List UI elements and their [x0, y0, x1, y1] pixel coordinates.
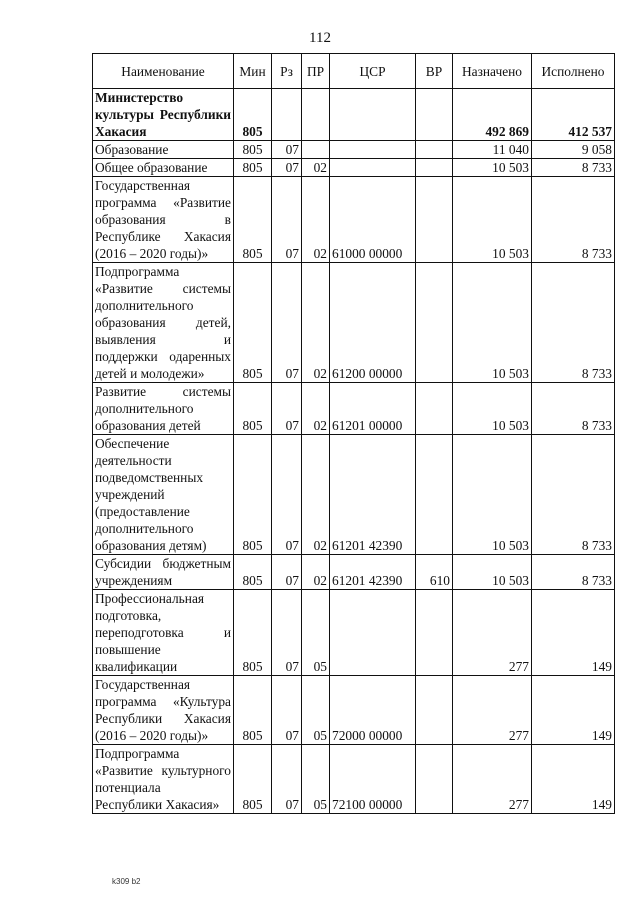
row-executed: 8 733 — [532, 383, 615, 435]
row-assigned: 10 503 — [453, 435, 532, 555]
row-csr — [330, 141, 416, 159]
row-min: 805 — [234, 590, 272, 676]
footer-code: k309 b2 — [112, 877, 141, 886]
table-row — [93, 89, 615, 141]
row-assigned: 10 503 — [453, 263, 532, 383]
header-rz: Рз — [272, 54, 302, 89]
table-row — [93, 177, 615, 263]
header-executed: Исполнено — [532, 54, 615, 89]
row-vr — [416, 435, 453, 555]
row-name: Подпрограмма «Развитие культурного потенциала Республики Хакасия» — [93, 745, 234, 814]
table-row — [93, 555, 615, 590]
table-row — [93, 435, 615, 555]
row-executed: 8 733 — [532, 177, 615, 263]
table-header-row — [93, 54, 615, 89]
table-row — [93, 141, 615, 159]
row-min: 805 — [234, 435, 272, 555]
row-name: Государственная программа «Развитие образования в Республике Хакасия (2016 – 2020 годы)» — [93, 177, 234, 263]
row-vr — [416, 676, 453, 745]
row-name: Субсидии бюджетным учреждениям — [93, 555, 234, 590]
row-pr: 05 — [302, 745, 330, 814]
row-executed: 9 058 — [532, 141, 615, 159]
row-name: Образование — [93, 141, 234, 159]
row-assigned: 10 503 — [453, 159, 532, 177]
row-vr — [416, 590, 453, 676]
row-csr — [330, 590, 416, 676]
row-csr — [330, 159, 416, 177]
table-row — [93, 159, 615, 177]
row-assigned: 492 869 — [453, 89, 532, 141]
row-csr — [330, 89, 416, 141]
row-min: 805 — [234, 555, 272, 590]
row-rz: 07 — [272, 435, 302, 555]
header-vr: ВР — [416, 54, 453, 89]
row-executed: 8 733 — [532, 555, 615, 590]
row-min: 805 — [234, 159, 272, 177]
page-number: 112 — [309, 30, 331, 46]
row-executed: 8 733 — [532, 435, 615, 555]
header-min: Мин — [234, 54, 272, 89]
row-pr: 05 — [302, 590, 330, 676]
row-name: Государственная программа «Культура Республики Хакасия (2016 – 2020 годы)» — [93, 676, 234, 745]
row-csr: 61201 42390 — [330, 555, 416, 590]
row-rz: 07 — [272, 745, 302, 814]
row-executed: 8 733 — [532, 159, 615, 177]
row-name: Профессиональная подготовка, переподготовка и повышение квалификации — [93, 590, 234, 676]
row-min: 805 — [234, 141, 272, 159]
row-pr — [302, 89, 330, 141]
row-assigned: 10 503 — [453, 177, 532, 263]
row-assigned: 10 503 — [453, 383, 532, 435]
row-pr: 02 — [302, 159, 330, 177]
table-row — [93, 590, 615, 676]
row-assigned: 277 — [453, 590, 532, 676]
row-vr — [416, 89, 453, 141]
row-min: 805 — [234, 89, 272, 141]
row-rz: 07 — [272, 590, 302, 676]
row-executed: 149 — [532, 676, 615, 745]
row-vr — [416, 745, 453, 814]
row-vr — [416, 177, 453, 263]
row-assigned: 277 — [453, 676, 532, 745]
row-rz: 07 — [272, 555, 302, 590]
row-pr: 02 — [302, 263, 330, 383]
row-min: 805 — [234, 383, 272, 435]
row-vr — [416, 159, 453, 177]
table-row — [93, 383, 615, 435]
row-name: Обеспечение деятельности подведомственных учреждений (предоставление дополнительного образования детям) — [93, 435, 234, 555]
row-pr — [302, 141, 330, 159]
row-name: Общее образование — [93, 159, 234, 177]
row-csr: 61201 00000 — [330, 383, 416, 435]
row-assigned: 277 — [453, 745, 532, 814]
header-pr: ПР — [302, 54, 330, 89]
row-executed: 149 — [532, 745, 615, 814]
row-vr — [416, 383, 453, 435]
row-rz: 07 — [272, 177, 302, 263]
table-row — [93, 745, 615, 814]
row-pr: 02 — [302, 177, 330, 263]
row-name: Министерство культуры Республики Хакасия — [93, 89, 234, 141]
row-name: Развитие системы дополнительного образования детей — [93, 383, 234, 435]
row-csr: 61201 42390 — [330, 435, 416, 555]
row-pr: 02 — [302, 435, 330, 555]
table-row — [93, 676, 615, 745]
budget-table — [92, 53, 615, 814]
row-min: 805 — [234, 676, 272, 745]
header-csr: ЦСР — [330, 54, 416, 89]
row-vr — [416, 141, 453, 159]
row-csr: 72100 00000 — [330, 745, 416, 814]
row-min: 805 — [234, 177, 272, 263]
row-name: Подпрограмма «Развитие системы дополнительного образования детей, выявления и поддержки одаренных детей и молодежи» — [93, 263, 234, 383]
row-executed: 8 733 — [532, 263, 615, 383]
row-rz: 07 — [272, 159, 302, 177]
row-executed: 412 537 — [532, 89, 615, 141]
row-vr: 610 — [416, 555, 453, 590]
row-rz: 07 — [272, 383, 302, 435]
row-pr: 02 — [302, 383, 330, 435]
row-assigned: 11 040 — [453, 141, 532, 159]
row-rz: 07 — [272, 141, 302, 159]
row-executed: 149 — [532, 590, 615, 676]
row-min: 805 — [234, 263, 272, 383]
row-rz: 07 — [272, 676, 302, 745]
row-pr: 02 — [302, 555, 330, 590]
row-csr: 61000 00000 — [330, 177, 416, 263]
row-rz — [272, 89, 302, 141]
row-min: 805 — [234, 745, 272, 814]
table-row — [93, 263, 615, 383]
row-pr: 05 — [302, 676, 330, 745]
header-name: Наименование — [93, 54, 234, 89]
row-csr: 72000 00000 — [330, 676, 416, 745]
row-vr — [416, 263, 453, 383]
row-rz: 07 — [272, 263, 302, 383]
row-csr: 61200 00000 — [330, 263, 416, 383]
header-assigned: Назначено — [453, 54, 532, 89]
row-assigned: 10 503 — [453, 555, 532, 590]
